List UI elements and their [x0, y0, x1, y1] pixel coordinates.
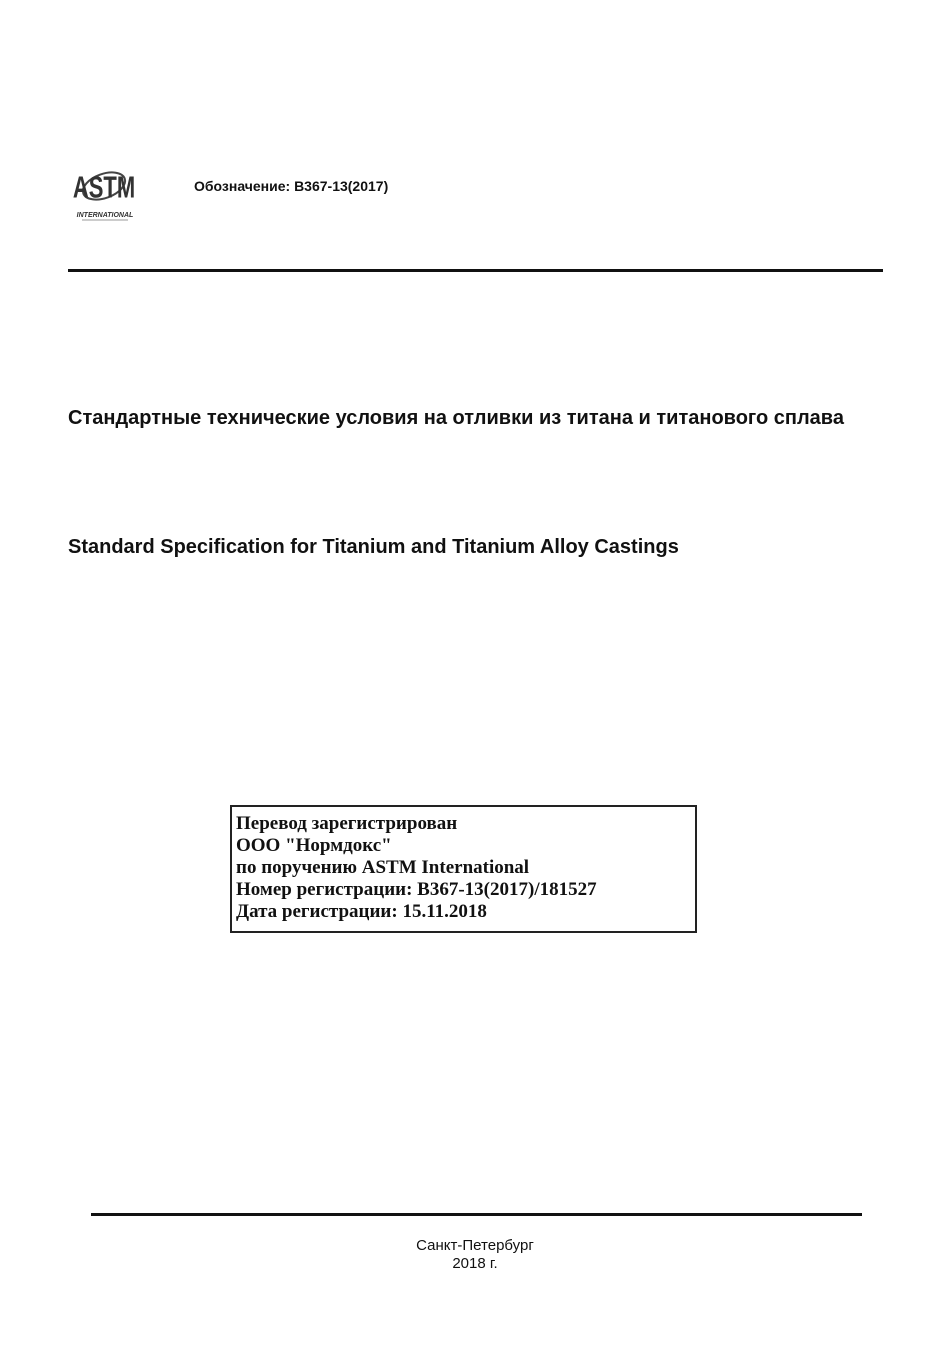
- registration-line: по поручению ASTM International: [236, 857, 530, 878]
- footer: [375, 1237, 575, 1273]
- registration-line: ООО "Нормдокс": [236, 835, 392, 856]
- svg-text:INTERNATIONAL: INTERNATIONAL: [76, 212, 134, 219]
- document-designation: Обозначение: B367-13(2017): [194, 178, 389, 194]
- svg-text:ASTM: ASTM: [72, 169, 136, 205]
- astm-logo: [72, 164, 136, 222]
- title-english: Standard Specification for Titanium and Titanium Alloy Castings: [68, 536, 679, 558]
- bottom-divider: [91, 1213, 862, 1216]
- footer-year: 2018 г.: [452, 1255, 498, 1272]
- registration-number: Номер регистрации: B367-13(2017)/181527: [236, 879, 597, 900]
- registration-box: [230, 805, 697, 933]
- registration-date: Дата регистрации: 15.11.2018: [236, 901, 487, 922]
- registration-line: Перевод зарегистрирован: [236, 813, 458, 834]
- footer-city: Санкт-Петербург: [416, 1237, 534, 1254]
- title-russian: Стандартные технические условия на отливки из титана и титанового сплава: [68, 407, 844, 429]
- top-divider: [68, 269, 883, 272]
